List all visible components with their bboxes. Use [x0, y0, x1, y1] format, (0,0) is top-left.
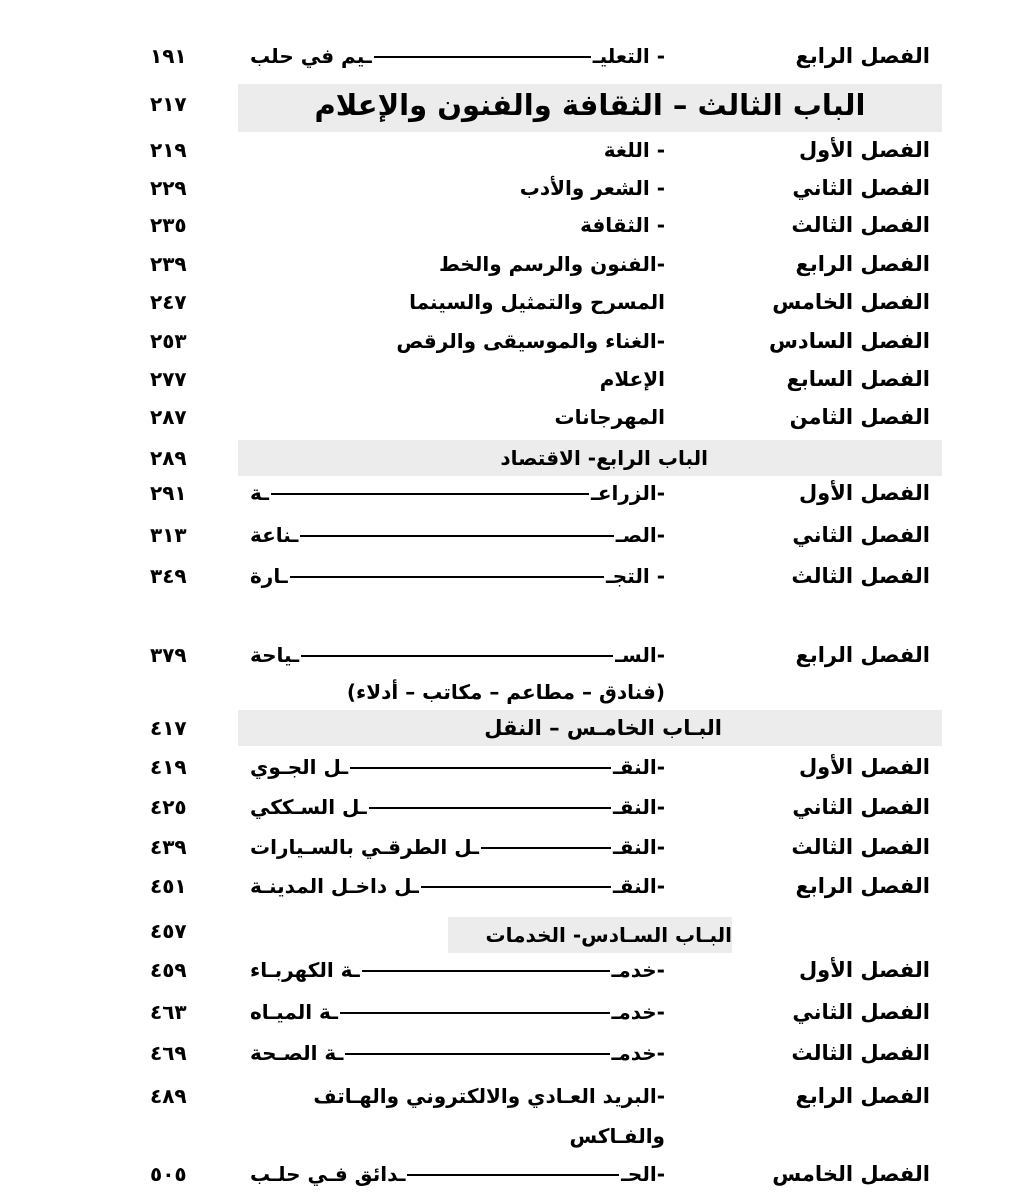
topic-title: -النقـ ـل السـككي [250, 795, 665, 819]
chapter-label: الفصل الثالث [791, 213, 930, 237]
topic-title: -الزراعـ ـة [250, 481, 665, 505]
topic-title: -الحـ ـدائق فـي حلـب [250, 1162, 665, 1186]
page-number: ٣٤٩ [150, 564, 187, 588]
chapter-label: الفصل الثاني [792, 1000, 930, 1024]
topic-title: -النقـ ـل الجـوي [250, 755, 665, 779]
section-title: البـاب الخامـس – النقل [484, 716, 722, 740]
toc-row [0, 329, 1020, 367]
page-number: ٢٣٥ [150, 213, 187, 237]
toc-row [0, 405, 1020, 443]
chapter-label: الفصل الأول [798, 755, 930, 779]
page-number: ٤١٩ [150, 755, 187, 779]
chapter-label: الفصل الثاني [792, 523, 930, 547]
topic-title: -السـ ـياحة [250, 643, 665, 667]
chapter-label: الفصل الرابع [795, 643, 930, 667]
toc-row [0, 1041, 1020, 1079]
section-title: الباب الرابع- الاقتصاد [500, 446, 708, 470]
toc-row [0, 367, 1020, 405]
chapter-label: الفصل الخامس [772, 1162, 930, 1186]
page-number: ٢٩١ [150, 481, 187, 505]
page-number: ١٩١ [150, 44, 187, 68]
toc-row [0, 213, 1020, 251]
page-number: ٢٨٧ [150, 405, 187, 429]
section-title: الباب الثالث – الثقافة والفنون والإعلام [314, 88, 866, 122]
toc-row [0, 643, 1020, 681]
toc-row [0, 835, 1020, 873]
chapter-label: الفصل السادس [768, 329, 930, 353]
topic-title: - التعليـ ـيم في حلب [250, 44, 665, 68]
topic-title: -النقـ ـل داخـل المدينـة [250, 874, 665, 898]
topic-title: - الثقافة [580, 213, 665, 237]
toc-row [0, 874, 1020, 912]
chapter-label: الفصل الثامن [789, 405, 930, 429]
chapter-label: الفصل الأول [798, 138, 930, 162]
topic-title: - اللغة [603, 138, 665, 162]
page-number: ٤٨٩ [150, 1084, 187, 1108]
topic-title: -خدمـ ـة الصـحة [250, 1041, 665, 1065]
section-row [0, 710, 1020, 748]
page-number: ٢٤٧ [150, 290, 187, 314]
topic-title: -الغناء والموسيقى والرقص [396, 329, 665, 353]
toc-row [0, 755, 1020, 793]
toc-row [0, 564, 1020, 602]
chapter-label: الفصل الثالث [791, 1041, 930, 1065]
toc-row [0, 1084, 1020, 1122]
page-number: ٥٠٥ [150, 1162, 187, 1186]
chapter-label: الفصل الرابع [795, 1084, 930, 1108]
topic-title: المسرح والتمثيل والسينما [409, 290, 665, 314]
page-number: ٤٥١ [150, 874, 187, 898]
page-number: ٤٦٣ [150, 1000, 187, 1024]
topic-title: -خدمـ ـة الميـاه [250, 1000, 665, 1024]
section-row [0, 915, 1020, 953]
chapter-label: الفصل الثاني [792, 795, 930, 819]
topic-title: -الفنون والرسم والخط [439, 252, 665, 276]
toc-row [0, 958, 1020, 996]
chapter-label: الفصل السابع [786, 367, 930, 391]
page-number: ٣١٣ [150, 523, 187, 547]
toc-row [0, 1162, 1020, 1200]
chapter-label: الفصل الثالث [791, 835, 930, 859]
page-number: ٤٥٧ [150, 919, 187, 943]
page-number: ٣٧٩ [150, 643, 187, 667]
chapter-label: الفصل الرابع [795, 252, 930, 276]
chapter-label: الفصل الأول [798, 481, 930, 505]
topic-title: - التجـ ـارة [250, 564, 665, 588]
topic-title: - الشعر والأدب [519, 176, 665, 200]
chapter-label: الفصل الرابع [795, 44, 930, 68]
chapter-label: الفصل الثاني [792, 176, 930, 200]
topic-title: -النقـ ـل الطرقـي بالسـيارات [250, 835, 665, 859]
toc-row [0, 523, 1020, 561]
topic-title: -خدمـ ـة الكهربـاء [250, 958, 665, 982]
page-number: ٤٦٩ [150, 1041, 187, 1065]
toc-row [0, 795, 1020, 833]
page-number: ٢٢٩ [150, 176, 187, 200]
topic-title: الإعلام [599, 367, 665, 391]
topic-title: المهرجانات [554, 405, 665, 429]
toc-row [0, 176, 1020, 214]
page-number: ٢٥٣ [150, 329, 187, 353]
chapter-label: الفصل الثالث [791, 564, 930, 588]
chapter-label: الفصل الأول [798, 958, 930, 982]
section-row [0, 440, 1020, 478]
toc-row [0, 138, 1020, 176]
page-number: ٢١٧ [150, 92, 187, 116]
page-number: ٤٢٥ [150, 795, 187, 819]
topic-title: -الصـ ـناعة [250, 523, 665, 547]
section-row [0, 84, 1020, 132]
section-title: البـاب السـادس- الخدمات [485, 923, 732, 947]
toc-row [0, 290, 1020, 328]
page-number: ٤٥٩ [150, 958, 187, 982]
toc-row [0, 1000, 1020, 1038]
page-number: ٢٣٩ [150, 252, 187, 276]
toc-row [0, 481, 1020, 519]
topic-title: -البريد العـادي والالكتروني والهـاتف [313, 1084, 665, 1108]
toc-row [0, 44, 1020, 82]
chapter-label: الفصل الرابع [795, 874, 930, 898]
toc-row [0, 252, 1020, 290]
chapter-label: الفصل الخامس [772, 290, 930, 314]
topic-subtitle: والفـاكس [569, 1124, 665, 1148]
page-number: ٤٣٩ [150, 835, 187, 859]
page-number: ٤١٧ [150, 716, 187, 740]
page-number: ٢١٩ [150, 138, 187, 162]
topic-subtitle: (فنادق – مطاعم – مكاتب – أدلاء) [346, 680, 665, 704]
page-number: ٢٨٩ [150, 446, 187, 470]
page-number: ٢٧٧ [150, 367, 187, 391]
